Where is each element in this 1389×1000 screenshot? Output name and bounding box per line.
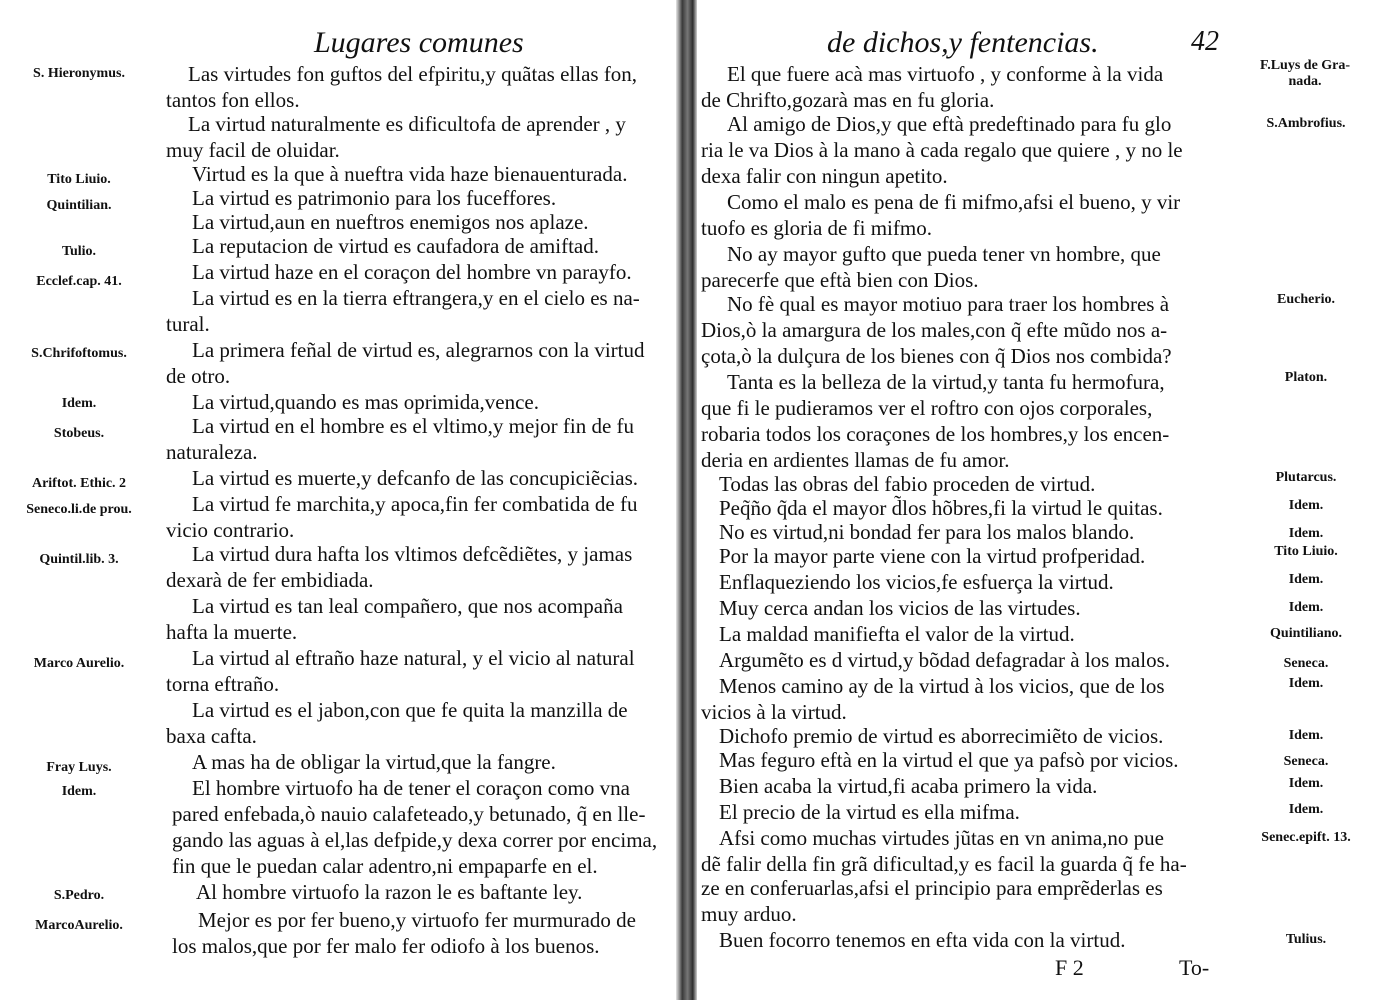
text-line: Buen focorro tenemos en efta vida con la virtud. <box>719 928 1126 952</box>
text-line: La virtud es patrimonio para los fuceffores. <box>192 186 557 210</box>
text-line: Menos camino ay de la virtud à los vicios, que de los <box>719 674 1165 698</box>
margin-note: Idem. <box>1288 676 1324 691</box>
margin-note: Eucherio. <box>1277 292 1335 307</box>
text-line: El que fuere acà mas virtuofo , y conforme à la vida <box>727 62 1164 86</box>
text-line: El hombre virtuofo ha de tener el coraçon como vna <box>192 776 630 800</box>
text-line: Muy cerca andan los vicios de las virtudes. <box>719 596 1081 620</box>
text-line: Al amigo de Dios,y que eftà predeftinado para fu glo <box>727 112 1172 136</box>
margin-note: Idem. <box>1288 526 1324 541</box>
text-line: Argumẽto es d virtud,y bõdad defagradar à los malos. <box>719 648 1170 672</box>
margin-note: Idem. <box>61 784 97 799</box>
text-line: Mas feguro eftà en la virtud el que ya pafsò por vicios. <box>719 748 1179 772</box>
text-line: tural. <box>166 312 210 336</box>
text-line: La virtud es tan leal compañero, que nos acompaña <box>192 594 623 618</box>
text-line: Las virtudes fon guftos del efpiritu,y quãtas ellas fon, <box>188 62 638 86</box>
text-line: dẽ falir della fin grã dificultad,y es facil la guarda q̃ fe ha- <box>701 852 1187 876</box>
margin-note: Plutarcus. <box>1275 470 1337 485</box>
text-line: La reputacion de virtud es caufadora de amiftad. <box>192 234 599 258</box>
text-line: tantos fon ellos. <box>166 88 300 112</box>
text-line: No fè qual es mayor motiuo para traer los hombres à <box>727 292 1170 316</box>
text-line: ria le va Dios à la mano à cada regalo que quiere , y no le <box>701 138 1183 162</box>
margin-note: F.Luys de Gra- nada. <box>1259 58 1351 89</box>
text-line: La virtud,quando es mas oprimida,vence. <box>192 390 539 414</box>
text-line: Enflaqueziendo los vicios,fe esfuerça la virtud. <box>719 570 1114 594</box>
margin-note: Senec.epift. 13. <box>1261 830 1351 845</box>
right-page <box>697 0 1389 1000</box>
left-page <box>0 0 676 1000</box>
margin-note: Seneca. <box>1283 656 1329 671</box>
text-line: tuofo es gloria de fi mifmo. <box>701 216 932 240</box>
text-line: Afsi como muchas virtudes jũtas en vn anima,no pue <box>719 826 1164 850</box>
margin-note: S.Pedro. <box>53 888 105 903</box>
margin-note: MarcoAurelio. <box>35 918 123 933</box>
text-line: çota,ò la dulçura de los bienes con q̃ Dios nos combida? <box>701 344 1172 368</box>
text-line: de otro. <box>166 364 231 388</box>
text-line: gando las aguas à el,las defpide,y dexa correr por encima, <box>172 828 658 852</box>
text-line: La virtud en el hombre es el vltimo,y mejor fin de fu <box>192 414 635 438</box>
text-line: pared enfebada,ò nauio calafeteado,y betunado, q̃ en lle- <box>172 802 646 826</box>
text-line: hafta la muerte. <box>166 620 298 644</box>
margin-note: Idem. <box>1288 728 1324 743</box>
text-line: Virtud es la que à nueftra vida haze bienauenturada. <box>192 162 628 186</box>
text-line: Bien acaba la virtud,fi acaba primero la vida. <box>719 774 1098 798</box>
margin-note: Tito Liuio. <box>47 172 111 187</box>
margin-note: Ecclef.cap. 41. <box>36 274 122 289</box>
text-line: vicios à la virtud. <box>701 700 847 724</box>
text-line: No es virtud,ni bondad fer para los malos blando. <box>719 520 1135 544</box>
text-line: de Chrifto,gozarà mas en fu gloria. <box>701 88 995 112</box>
margin-note: S.Ambrofius. <box>1266 116 1346 131</box>
text-line: Dios,ò la amargura de los males,con q̃ efte mũdo nos a- <box>701 318 1168 342</box>
margin-note: Platon. <box>1284 370 1328 385</box>
margin-note: Quintil.lib. 3. <box>39 552 119 567</box>
text-line: La maldad manifiefta el valor de la virtud. <box>719 622 1075 646</box>
margin-note: Idem. <box>1288 498 1324 513</box>
margin-note: Seneca. <box>1283 754 1329 769</box>
text-line: Tanta es la belleza de la virtud,y tanta fu hermofura, <box>727 370 1165 394</box>
margin-note: Quintiliano. <box>1270 626 1342 641</box>
margin-note: Idem. <box>1288 776 1324 791</box>
text-line: A mas ha de obligar la virtud,que la fangre. <box>192 750 556 774</box>
text-line: Mejor es por fer bueno,y virtuofo fer murmurado de <box>198 908 636 932</box>
text-line: La virtud al eftraño haze natural, y el vicio al natural <box>192 646 635 670</box>
text-line: torna eftraño. <box>166 672 280 696</box>
text-line: La virtud es en la tierra eftrangera,y en el cielo es na- <box>192 286 640 310</box>
text-line: El precio de la virtud es ella mifma. <box>719 800 1020 824</box>
text-line: vicio contrario. <box>166 518 295 542</box>
text-line: muy facil de oluidar. <box>166 138 340 162</box>
book-gutter <box>676 0 697 1000</box>
margin-note: Fray Luys. <box>46 760 112 775</box>
text-line: La primera feñal de virtud es, alegrarnos con la virtud <box>192 338 645 362</box>
margin-note: Idem. <box>1288 600 1324 615</box>
text-line: Todas las obras del fabio proceden de virtud. <box>719 472 1096 496</box>
text-line: baxa cafta. <box>166 724 257 748</box>
text-line: La virtud es el jabon,con que fe quita la manzilla de <box>192 698 628 722</box>
text-line: muy arduo. <box>701 902 797 926</box>
text-line: dexarà de fer embidiada. <box>166 568 374 592</box>
text-line: La virtud,aun en nueftros enemigos nos aplaze. <box>192 210 589 234</box>
margin-note: Idem. <box>1288 572 1324 587</box>
signature-mark: F 2 <box>1055 955 1084 980</box>
text-line: Como el malo es pena de fi mifmo,afsi el bueno, y vir <box>727 190 1181 214</box>
margin-note: S.Chrifoftomus. <box>31 346 127 361</box>
text-line: que fi le pudieramos ver el roftro con ojos corporales, <box>701 396 1153 420</box>
text-line: Dichofo premio de virtud es aborrecimiẽto de vicios. <box>719 724 1164 748</box>
left-running-header: Lugares comunes <box>314 26 524 59</box>
text-line: robaria todos los coraçones de los hombres,y los encen- <box>701 422 1170 446</box>
margin-note: Marco Aurelio. <box>33 656 125 671</box>
text-line: La virtud naturalmente es dificultofa de aprender , y <box>188 112 626 136</box>
margin-note: Seneco.li.de prou. <box>26 502 132 517</box>
text-line: ze en conferuarlas,afsi el principio para emprẽderlas es <box>701 876 1163 900</box>
margin-note: Tulio. <box>61 244 97 259</box>
margin-note: Tulius. <box>1285 932 1327 947</box>
text-line: dexa falir con ningun apetito. <box>701 164 948 188</box>
text-line: parecerfe que eftà bien con Dios. <box>701 268 979 292</box>
text-line: naturaleza. <box>166 440 258 464</box>
margin-note: Idem. <box>61 396 97 411</box>
margin-note: S. Hieronymus. <box>33 66 125 81</box>
text-line: Peq̃ño q̃da el mayor d̃los hõbres,fi la virtud le quitas. <box>719 496 1163 520</box>
text-line: La virtud haze en el coraçon del hombre vn parayfo. <box>192 260 632 284</box>
catchword: To- <box>1179 955 1210 980</box>
margin-note: Tito Liuio. <box>1274 544 1338 559</box>
text-line: Al hombre virtuofo la razon le es baftante ley. <box>196 880 583 904</box>
margin-note: Stobeus. <box>53 426 105 441</box>
text-line: La virtud es muerte,y defcanfo de las concupiciẽcias. <box>192 466 639 490</box>
text-line: La virtud dura hafta los vltimos defcẽdiẽtes, y jamas <box>192 542 633 566</box>
margin-note: Idem. <box>1288 802 1324 817</box>
text-line: No ay mayor gufto que pueda tener vn hombre, que <box>727 242 1161 266</box>
right-running-header: de dichos,y fentencias. <box>827 26 1099 59</box>
text-line: deria en ardientes llamas de fu amor. <box>701 448 1010 472</box>
text-line: Por la mayor parte viene con la virtud profperidad. <box>719 544 1146 568</box>
text-line: fin que le puedan calar adentro,ni empaparfe en el. <box>172 854 598 878</box>
page-number: 42 <box>1191 26 1219 57</box>
text-line: los malos,que por fer malo fer odiofo à los buenos. <box>172 934 600 958</box>
margin-note: Quintilian. <box>46 198 112 213</box>
margin-note: Ariftot. Ethic. 2 <box>31 476 127 491</box>
text-line: La virtud fe marchita,y apoca,fin fer combatida de fu <box>192 492 638 516</box>
